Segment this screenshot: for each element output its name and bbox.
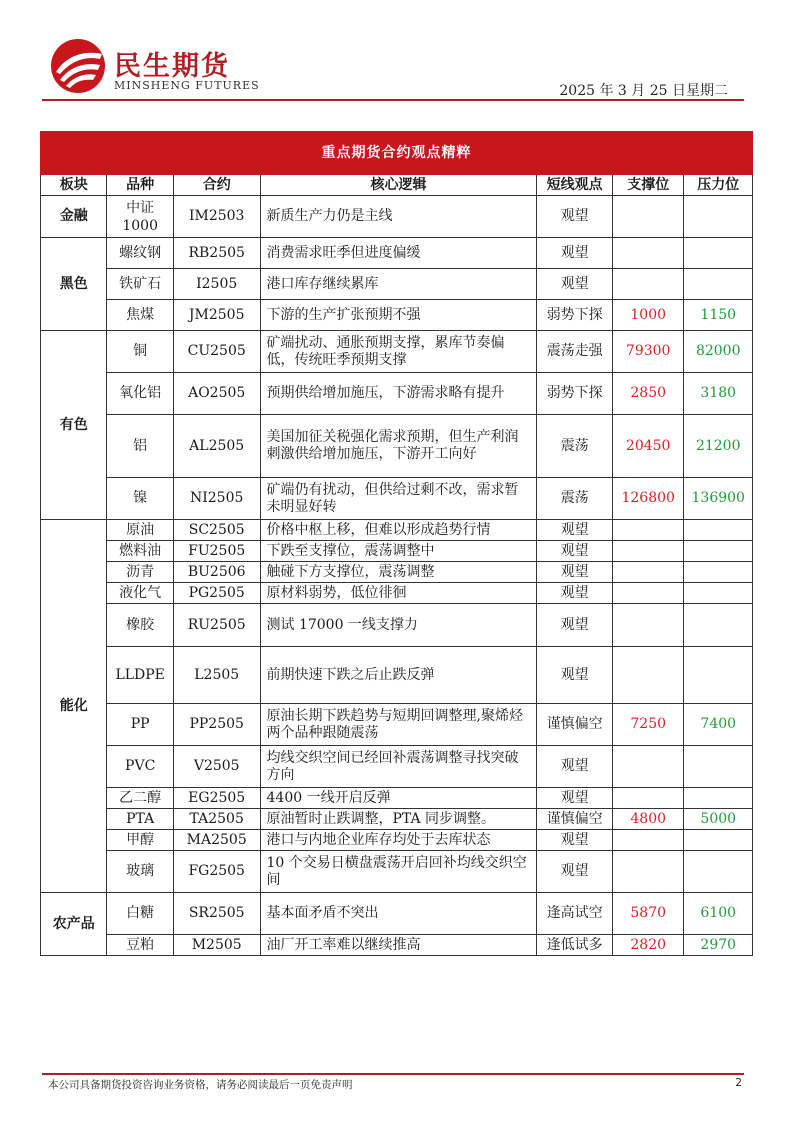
- company-name-en: MINSHENG FUTURES: [114, 79, 260, 92]
- col-header-logic: 核心逻辑: [260, 175, 537, 196]
- logic-cell: 下跌至支撑位，震荡调整中: [260, 541, 537, 562]
- page-number: 2: [735, 1077, 742, 1089]
- contract-cell: EG2505: [173, 788, 260, 809]
- variety-cell: LLDPE: [107, 647, 173, 704]
- contract-cell: RU2505: [173, 604, 260, 647]
- support-cell: [612, 196, 684, 238]
- contract-cell: I2505: [173, 269, 260, 300]
- logic-cell: 均线交织空间已经回补震荡调整寻找突破方向: [260, 746, 537, 788]
- support-cell: 2850: [612, 373, 684, 415]
- contract-cell: PP2505: [173, 704, 260, 746]
- variety-cell: 橡胶: [107, 604, 173, 647]
- support-cell: 20450: [612, 415, 684, 478]
- support-cell: 126800: [612, 478, 684, 520]
- logic-cell: 测试 17000 一线支撑力: [260, 604, 537, 647]
- contract-cell: CU2505: [173, 331, 260, 373]
- logic-cell: 4400 一线开启反弹: [260, 788, 537, 809]
- resistance-cell: [684, 583, 753, 604]
- support-cell: 5870: [612, 893, 684, 935]
- sector-cell: 能化: [41, 520, 107, 893]
- contract-cell: FU2505: [173, 541, 260, 562]
- support-cell: [612, 604, 684, 647]
- table-row: [41, 562, 753, 583]
- logic-cell: 油厂开工率难以继续推高: [260, 935, 537, 956]
- logic-cell: 原油暂时止跌调整，PTA 同步调整。: [260, 809, 537, 830]
- col-header-variety: 品种: [107, 175, 173, 196]
- resistance-cell: 1150: [684, 300, 753, 331]
- view-cell: 谨慎偏空: [537, 809, 613, 830]
- support-cell: [612, 830, 684, 851]
- view-cell: 弱势下探: [537, 373, 613, 415]
- variety-cell: 玻璃: [107, 851, 173, 893]
- view-cell: 观望: [537, 851, 613, 893]
- table-header-row: [41, 175, 753, 196]
- view-cell: 震荡走强: [537, 331, 613, 373]
- variety-cell: PP: [107, 704, 173, 746]
- view-cell: 观望: [537, 520, 613, 541]
- resistance-cell: [684, 851, 753, 893]
- report-date: 2025 年 3 月 25 日星期二: [559, 83, 728, 99]
- support-cell: [612, 788, 684, 809]
- resistance-cell: [684, 269, 753, 300]
- variety-cell: 白糖: [107, 893, 173, 935]
- resistance-cell: 2970: [684, 935, 753, 956]
- resistance-cell: [684, 541, 753, 562]
- support-cell: [612, 269, 684, 300]
- contract-cell: AL2505: [173, 415, 260, 478]
- futures-view-table: [40, 131, 753, 956]
- logic-cell: 触碰下方支撑位，震荡调整: [260, 562, 537, 583]
- view-cell: 观望: [537, 541, 613, 562]
- view-cell: 观望: [537, 604, 613, 647]
- variety-cell: 螺纹钢: [107, 238, 173, 269]
- support-cell: [612, 562, 684, 583]
- resistance-cell: [684, 647, 753, 704]
- variety-cell: 镍: [107, 478, 173, 520]
- table-body: [41, 196, 753, 956]
- support-cell: [612, 541, 684, 562]
- table-row: [41, 935, 753, 956]
- resistance-cell: [684, 520, 753, 541]
- logic-cell: 新质生产力仍是主线: [260, 196, 537, 238]
- contract-cell: TA2505: [173, 809, 260, 830]
- contract-cell: M2505: [173, 935, 260, 956]
- variety-cell: 沥青: [107, 562, 173, 583]
- logic-cell: 10 个交易日横盘震荡开启回补均线交织空间: [260, 851, 537, 893]
- contract-cell: JM2505: [173, 300, 260, 331]
- minsheng-logo-icon: [50, 38, 106, 94]
- logic-cell: 基本面矛盾不突出: [260, 893, 537, 935]
- logic-cell: 矿端扰动、通胀预期支撑，累库节奏偏低，传统旺季预期支撑: [260, 331, 537, 373]
- support-cell: [612, 520, 684, 541]
- view-cell: 观望: [537, 647, 613, 704]
- contract-cell: PG2505: [173, 583, 260, 604]
- contract-cell: AO2505: [173, 373, 260, 415]
- resistance-cell: 136900: [684, 478, 753, 520]
- table-row: [41, 478, 753, 520]
- sector-cell: 金融: [41, 196, 107, 238]
- variety-cell: 甲醇: [107, 830, 173, 851]
- resistance-cell: [684, 562, 753, 583]
- resistance-cell: [684, 196, 753, 238]
- resistance-cell: [684, 604, 753, 647]
- logic-cell: 港口库存继续累库: [260, 269, 537, 300]
- contract-cell: RB2505: [173, 238, 260, 269]
- support-cell: [612, 583, 684, 604]
- table-row: [41, 647, 753, 704]
- resistance-cell: [684, 788, 753, 809]
- table-row: [41, 583, 753, 604]
- table-title-row: [41, 132, 753, 175]
- resistance-cell: 3180: [684, 373, 753, 415]
- resistance-cell: [684, 830, 753, 851]
- table-row: [41, 269, 753, 300]
- logic-cell: 预期供给增加施压，下游需求略有提升: [260, 373, 537, 415]
- contract-cell: BU2506: [173, 562, 260, 583]
- table-row: [41, 300, 753, 331]
- resistance-cell: 82000: [684, 331, 753, 373]
- support-cell: 1000: [612, 300, 684, 331]
- variety-cell: 乙二醇: [107, 788, 173, 809]
- logic-cell: 矿端仍有扰动，但供给过剩不改，需求暂未明显好转: [260, 478, 537, 520]
- variety-cell: 铁矿石: [107, 269, 173, 300]
- contract-cell: SR2505: [173, 893, 260, 935]
- logic-cell: 价格中枢上移，但难以形成趋势行情: [260, 520, 537, 541]
- logic-cell: 原材料弱势，低位徘徊: [260, 583, 537, 604]
- table-row: [41, 809, 753, 830]
- table-row: [41, 331, 753, 373]
- contract-cell: L2505: [173, 647, 260, 704]
- view-cell: 观望: [537, 583, 613, 604]
- contract-cell: FG2505: [173, 851, 260, 893]
- variety-cell: 液化气: [107, 583, 173, 604]
- table-row: [41, 196, 753, 238]
- logic-cell: 美国加征关税强化需求预期，但生产利润刺激供给增加施压，下游开工向好: [260, 415, 537, 478]
- footer-divider: [42, 1073, 744, 1075]
- logic-cell: 原油长期下跌趋势与短期回调整理,聚烯烃两个品种跟随震荡: [260, 704, 537, 746]
- variety-cell: 铝: [107, 415, 173, 478]
- sector-cell: 黑色: [41, 238, 107, 331]
- col-header-view: 短线观点: [537, 175, 613, 196]
- support-cell: [612, 746, 684, 788]
- sector-cell: 农产品: [41, 893, 107, 956]
- variety-cell: PTA: [107, 809, 173, 830]
- logic-cell: 港口与内地企业库存均处于去库状态: [260, 830, 537, 851]
- logic-cell: 消费需求旺季但进度偏缓: [260, 238, 537, 269]
- table-row: [41, 704, 753, 746]
- header-divider: [42, 99, 744, 101]
- variety-cell: 中证1000: [107, 196, 173, 238]
- resistance-cell: [684, 238, 753, 269]
- view-cell: 观望: [537, 746, 613, 788]
- sector-cell: 有色: [41, 331, 107, 520]
- col-header-contract: 合约: [173, 175, 260, 196]
- footer-disclaimer: 本公司具备期货投资咨询业务资格，请务必阅读最后一页免责声明: [48, 1079, 353, 1091]
- variety-cell: 豆粕: [107, 935, 173, 956]
- view-cell: 观望: [537, 830, 613, 851]
- contract-cell: SC2505: [173, 520, 260, 541]
- support-cell: 79300: [612, 331, 684, 373]
- view-cell: 震荡: [537, 415, 613, 478]
- logic-cell: 下游的生产扩张预期不强: [260, 300, 537, 331]
- variety-cell: 铜: [107, 331, 173, 373]
- table-title: 重点期货合约观点精粹: [41, 132, 753, 175]
- table-row: [41, 851, 753, 893]
- view-cell: 弱势下探: [537, 300, 613, 331]
- view-cell: 逢低试多: [537, 935, 613, 956]
- col-header-resistance: 压力位: [684, 175, 753, 196]
- support-cell: [612, 238, 684, 269]
- variety-cell: 焦煤: [107, 300, 173, 331]
- table-row: [41, 373, 753, 415]
- page-header: [0, 0, 794, 104]
- col-header-support: 支撑位: [612, 175, 684, 196]
- resistance-cell: [684, 746, 753, 788]
- contract-cell: NI2505: [173, 478, 260, 520]
- variety-cell: 原油: [107, 520, 173, 541]
- contract-cell: MA2505: [173, 830, 260, 851]
- variety-cell: PVC: [107, 746, 173, 788]
- resistance-cell: 5000: [684, 809, 753, 830]
- resistance-cell: 6100: [684, 893, 753, 935]
- resistance-cell: 7400: [684, 704, 753, 746]
- contract-cell: IM2503: [173, 196, 260, 238]
- support-cell: 2820: [612, 935, 684, 956]
- table-row: [41, 520, 753, 541]
- view-cell: 观望: [537, 196, 613, 238]
- variety-cell: 燃料油: [107, 541, 173, 562]
- view-cell: 谨慎偏空: [537, 704, 613, 746]
- view-cell: 震荡: [537, 478, 613, 520]
- support-cell: [612, 647, 684, 704]
- support-cell: 4800: [612, 809, 684, 830]
- table-row: [41, 830, 753, 851]
- view-cell: 观望: [537, 269, 613, 300]
- contract-cell: V2505: [173, 746, 260, 788]
- company-name-cn: 民生期货: [114, 51, 230, 82]
- col-header-sector: 板块: [41, 175, 107, 196]
- table-row: [41, 238, 753, 269]
- support-cell: [612, 851, 684, 893]
- logic-cell: 前期快速下跌之后止跌反弹: [260, 647, 537, 704]
- view-cell: 观望: [537, 562, 613, 583]
- table-row: [41, 893, 753, 935]
- variety-cell: 氧化铝: [107, 373, 173, 415]
- view-cell: 观望: [537, 788, 613, 809]
- table-row: [41, 746, 753, 788]
- table-row: [41, 604, 753, 647]
- view-cell: 逢高试空: [537, 893, 613, 935]
- table-row: [41, 415, 753, 478]
- table-row: [41, 541, 753, 562]
- resistance-cell: 21200: [684, 415, 753, 478]
- table-row: [41, 788, 753, 809]
- view-cell: 观望: [537, 238, 613, 269]
- support-cell: 7250: [612, 704, 684, 746]
